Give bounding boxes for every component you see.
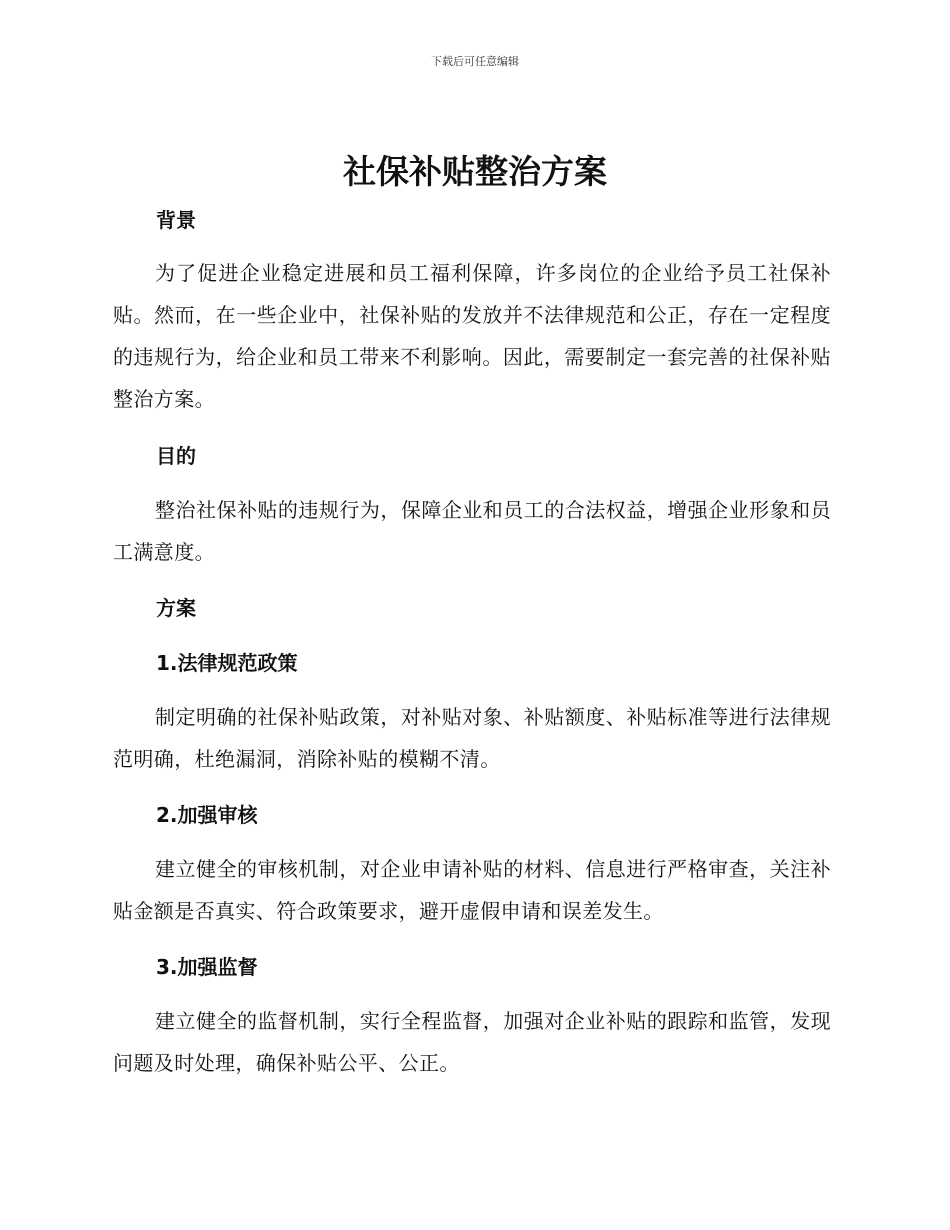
section-heading-plan: 方案 xyxy=(156,596,196,620)
section-heading-background: 背景 xyxy=(156,208,196,232)
section-paragraph-review: 建立健全的审核机制，对企业申请补贴的材料、信息进行严格审查，关注补贴金额是否真实、符合政策要求，避开虚假申请和误差发生。 xyxy=(113,857,831,923)
section-paragraph-policy: 制定明确的社保补贴政策，对补贴对象、补贴额度、补贴标准等进行法律规范明确，杜绝漏洞，消除补贴的模糊不清。 xyxy=(113,705,831,771)
section-heading-supervision: 3.加强监督 xyxy=(156,955,258,979)
section-paragraph-supervision: 建立健全的监督机制，实行全程监督，加强对企业补贴的跟踪和监管，发现问题及时处理，确保补贴公平、公正。 xyxy=(113,1009,831,1075)
section-paragraph-purpose: 整治社保补贴的违规行为，保障企业和员工的合法权益，增强企业形象和员工满意度。 xyxy=(113,498,831,564)
section-heading-policy: 1.法律规范政策 xyxy=(156,651,298,675)
page-header-note: 下载后可任意编辑 xyxy=(431,55,519,68)
document-title: 社保补贴整治方案 xyxy=(343,152,607,191)
section-paragraph-background: 为了促进企业稳定进展和员工福利保障，许多岗位的企业给予员工社保补贴。然而，在一些企业中，社保补贴的发放并不法律规范和公正，存在一定程度的违规行为，给企业和员工带来不利影响。因此，需要制定一套完善的社保补贴整治方案。 xyxy=(113,261,831,411)
section-heading-purpose: 目的 xyxy=(156,444,196,468)
section-heading-review: 2.加强审核 xyxy=(156,803,258,827)
